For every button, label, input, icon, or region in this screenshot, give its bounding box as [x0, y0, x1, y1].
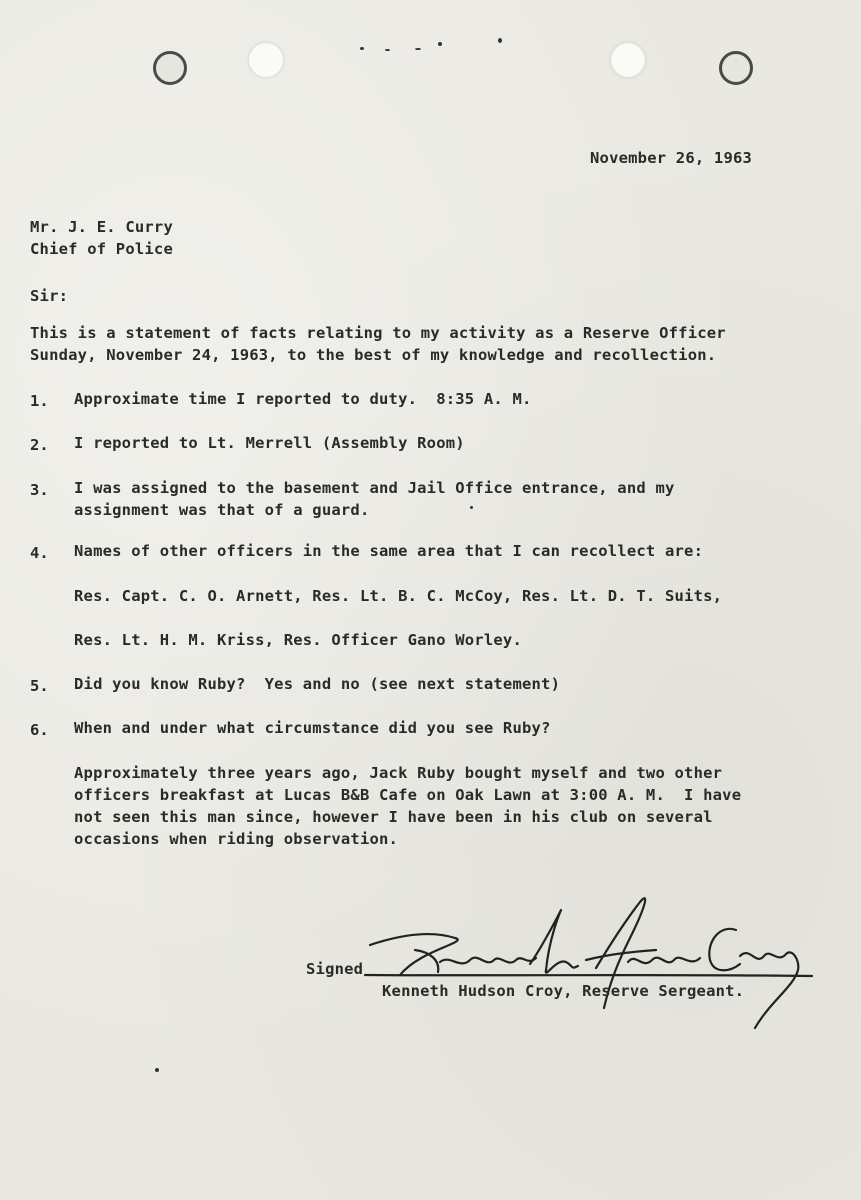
binder-hole-left [153, 51, 187, 85]
salutation: Sir: [30, 287, 69, 305]
officer-names-line: Res. Lt. H. M. Kriss, Res. Officer Gano Worley. [74, 631, 522, 649]
binder-hole-right [719, 51, 753, 85]
item-text: Approximate time I reported to duty. 8:35 A. M. [74, 390, 532, 408]
item-number: 4. [30, 544, 49, 562]
binder-hole-inner-left [249, 43, 283, 77]
item-number: 5. [30, 677, 49, 695]
item-text: assignment was that of a guard. [74, 501, 370, 519]
item-text: I reported to Lt. Merrell (Assembly Room) [74, 434, 465, 452]
signed-label: Signed [306, 960, 364, 978]
binder-hole-inner-right [611, 43, 645, 77]
item-text: When and under what circumstance did you see Ruby? [74, 719, 551, 737]
ink-speck [385, 49, 390, 51]
item-text: I was assigned to the basement and Jail Office entrance, and my [74, 479, 675, 497]
item-number: 6. [30, 721, 49, 739]
item-number: 2. [30, 436, 49, 454]
ink-speck [415, 48, 421, 50]
item-text: Did you know Ruby? Yes and no (see next statement) [74, 675, 561, 693]
letter-date: November 26, 1963 [590, 149, 753, 167]
handwritten-signature [360, 890, 820, 1040]
item-number: 3. [30, 481, 49, 499]
ink-speck [470, 506, 473, 509]
answer-line: occasions when riding observation. [74, 830, 399, 848]
answer-line: not seen this man since, however I have been in his club on several [74, 808, 713, 826]
item-text: Names of other officers in the same area that I can recollect are: [74, 542, 704, 560]
ink-speck [498, 38, 502, 43]
recipient-title: Chief of Police [30, 240, 173, 258]
ink-speck [360, 47, 364, 50]
intro-line: This is a statement of facts relating to my activity as a Reserve Officer [30, 324, 726, 342]
officer-names-line: Res. Capt. C. O. Arnett, Res. Lt. B. C. McCoy, Res. Lt. D. T. Suits, [74, 587, 723, 605]
intro-line: Sunday, November 24, 1963, to the best of my knowledge and recollection. [30, 346, 717, 364]
recipient-name: Mr. J. E. Curry [30, 218, 173, 236]
ink-speck [438, 42, 442, 46]
item-number: 1. [30, 392, 49, 410]
ink-speck [155, 1068, 159, 1072]
signatory-name: Kenneth Hudson Croy, Reserve Sergeant. [382, 982, 745, 1000]
answer-line: officers breakfast at Lucas B&B Cafe on Oak Lawn at 3:00 A. M. I have [74, 786, 742, 804]
answer-line: Approximately three years ago, Jack Ruby bought myself and two other [74, 764, 723, 782]
